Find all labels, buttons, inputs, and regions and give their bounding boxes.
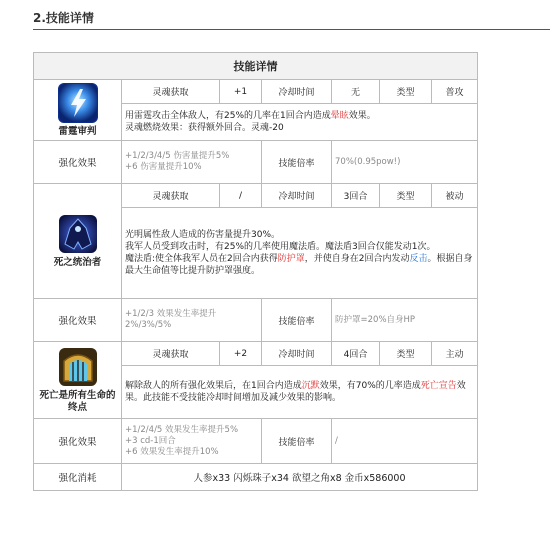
skill-1-icon-cell: [34, 80, 122, 141]
skill-2-desc-line: 光明属性敌人造成的伤害量提升30%。: [125, 230, 281, 240]
skill-1-enhance: [122, 141, 262, 184]
skill-2-type-value: 被动: [432, 184, 478, 208]
skill-3-description: [122, 366, 478, 419]
cost-label: 强化消耗: [34, 464, 122, 491]
skill-1-enhance-row: [34, 141, 478, 184]
skill-3-enhance-line: +3 cd-1回合: [125, 435, 176, 446]
skill-2-enhance: [122, 299, 262, 342]
cost-row: [34, 464, 478, 491]
table-title: 技能详情: [34, 53, 478, 80]
dark-robe-icon: [58, 214, 98, 254]
skill-2-enhance-line: 2%/3%/5%: [125, 320, 172, 330]
skill-2-enhance-line: +1/2/3 效果发生率提升: [125, 309, 217, 319]
skill-1-cooldown-value: 无: [332, 80, 380, 104]
skill-3-soul-value: +2: [220, 342, 262, 366]
skill-2-cooldown-value: 3回合: [332, 184, 380, 208]
section-divider: [33, 29, 550, 30]
skill-3-enhance-line: +1/2/4/5 效果发生率提升5%: [125, 424, 239, 435]
skill-3-enhance-row: [34, 419, 478, 464]
enhance-label: 强化效果: [34, 141, 122, 184]
thunder-icon: [58, 83, 98, 123]
skill-3-desc-text: 效果。此技能不受技能冷却时间增加及减少效果的影响。: [125, 381, 466, 403]
skill-1-soul-value: +1: [220, 80, 262, 104]
skill-3-cooldown-value: 4回合: [332, 342, 380, 366]
skill-1-multiplier: 70%(0.95pow!): [332, 141, 478, 184]
skill-2-description: [122, 208, 478, 299]
skill-3-type-value: 主动: [432, 342, 478, 366]
gate-icon: [58, 347, 98, 387]
skill-2-desc-highlight-blue: 反击: [409, 254, 428, 264]
skill-1-enhance-line: +1/2/3/4/5 伤害量提升5%: [125, 151, 230, 161]
skill-3-header-row: [34, 342, 478, 366]
skill-2-icon-cell: [34, 184, 122, 299]
soul-gain-label: 灵魂获取: [122, 184, 220, 208]
skill-1-desc-text-end: 效果。: [348, 111, 376, 121]
soul-gain-label: 灵魂获取: [122, 342, 220, 366]
skill-3-icon-cell: [34, 342, 122, 419]
type-label: 类型: [380, 80, 432, 104]
enhance-label: 强化效果: [34, 299, 122, 342]
multiplier-label: 技能倍率: [262, 141, 332, 184]
skill-detail-table: [33, 52, 478, 491]
skill-1-description: [122, 104, 478, 141]
multiplier-label: 技能倍率: [262, 419, 332, 464]
cooldown-label: 冷却时间: [262, 80, 332, 104]
enhance-label: 强化效果: [34, 419, 122, 464]
skill-3-name: 死亡是所有生命的终点: [39, 389, 116, 413]
skill-3-desc-highlight: 沉默: [301, 381, 320, 391]
skill-2-desc-highlight: 防护罩: [277, 254, 305, 264]
cost-value: 人参x33 闪烁珠子x34 欲望之角x8 金币x586000: [122, 464, 478, 491]
skill-3-multiplier: /: [332, 419, 478, 464]
skill-3-desc-text: 解除敌人的所有强化效果后，在1回合内造成: [125, 381, 302, 391]
skill-2-name: 死之统治者: [53, 256, 102, 268]
skill-1-desc-soulburn: 灵魂燃烧效果：获得额外回合。灵魂-20: [125, 123, 284, 133]
skill-1-name: 雷霆审判: [58, 125, 97, 137]
skill-2-soul-value: /: [220, 184, 262, 208]
skill-2-desc-text: ，并使自身在2回合内发动: [304, 254, 410, 264]
skill-1-header-row: [34, 80, 478, 104]
cooldown-label: 冷却时间: [262, 184, 332, 208]
skill-2-desc-shield: [125, 253, 474, 277]
skill-1-type-value: 普攻: [432, 80, 478, 104]
skill-2-multiplier: 防护罩=20%自身HP: [332, 299, 478, 342]
skill-2-enhance-row: [34, 299, 478, 342]
multiplier-label: 技能倍率: [262, 299, 332, 342]
type-label: 类型: [380, 184, 432, 208]
skill-2-desc-line: 我军人员受到攻击时，有25%的几率使用魔法盾。魔法盾3回合仅能发动1次。: [125, 242, 436, 252]
soul-gain-label: 灵魂获取: [122, 80, 220, 104]
skill-3-enhance: [122, 419, 262, 464]
skill-3-desc-text: 效果，有70%的几率造成: [319, 381, 421, 391]
section-title: 2.技能详情: [33, 11, 94, 25]
skill-3-desc-highlight: 死亡宣告: [420, 381, 457, 391]
skill-2-desc-text: 魔法盾:使全体我军人员在2回合内获得: [125, 254, 278, 264]
skill-3-enhance-line: +6 效果发生率提升10%: [125, 446, 219, 457]
skill-1-desc-text: 用雷霆攻击全体敌人，有25%的几率在1回合内造成: [125, 111, 331, 121]
skill-2-header-row: [34, 184, 478, 208]
skill-1-desc-highlight: 晕眩: [330, 111, 349, 121]
skill-2-desc-text: 。根据自身最大生命值等比提升防护罩强度。: [125, 254, 473, 276]
type-label: 类型: [380, 342, 432, 366]
skill-1-enhance-line: +6 伤害量提升10%: [125, 162, 202, 172]
cooldown-label: 冷却时间: [262, 342, 332, 366]
